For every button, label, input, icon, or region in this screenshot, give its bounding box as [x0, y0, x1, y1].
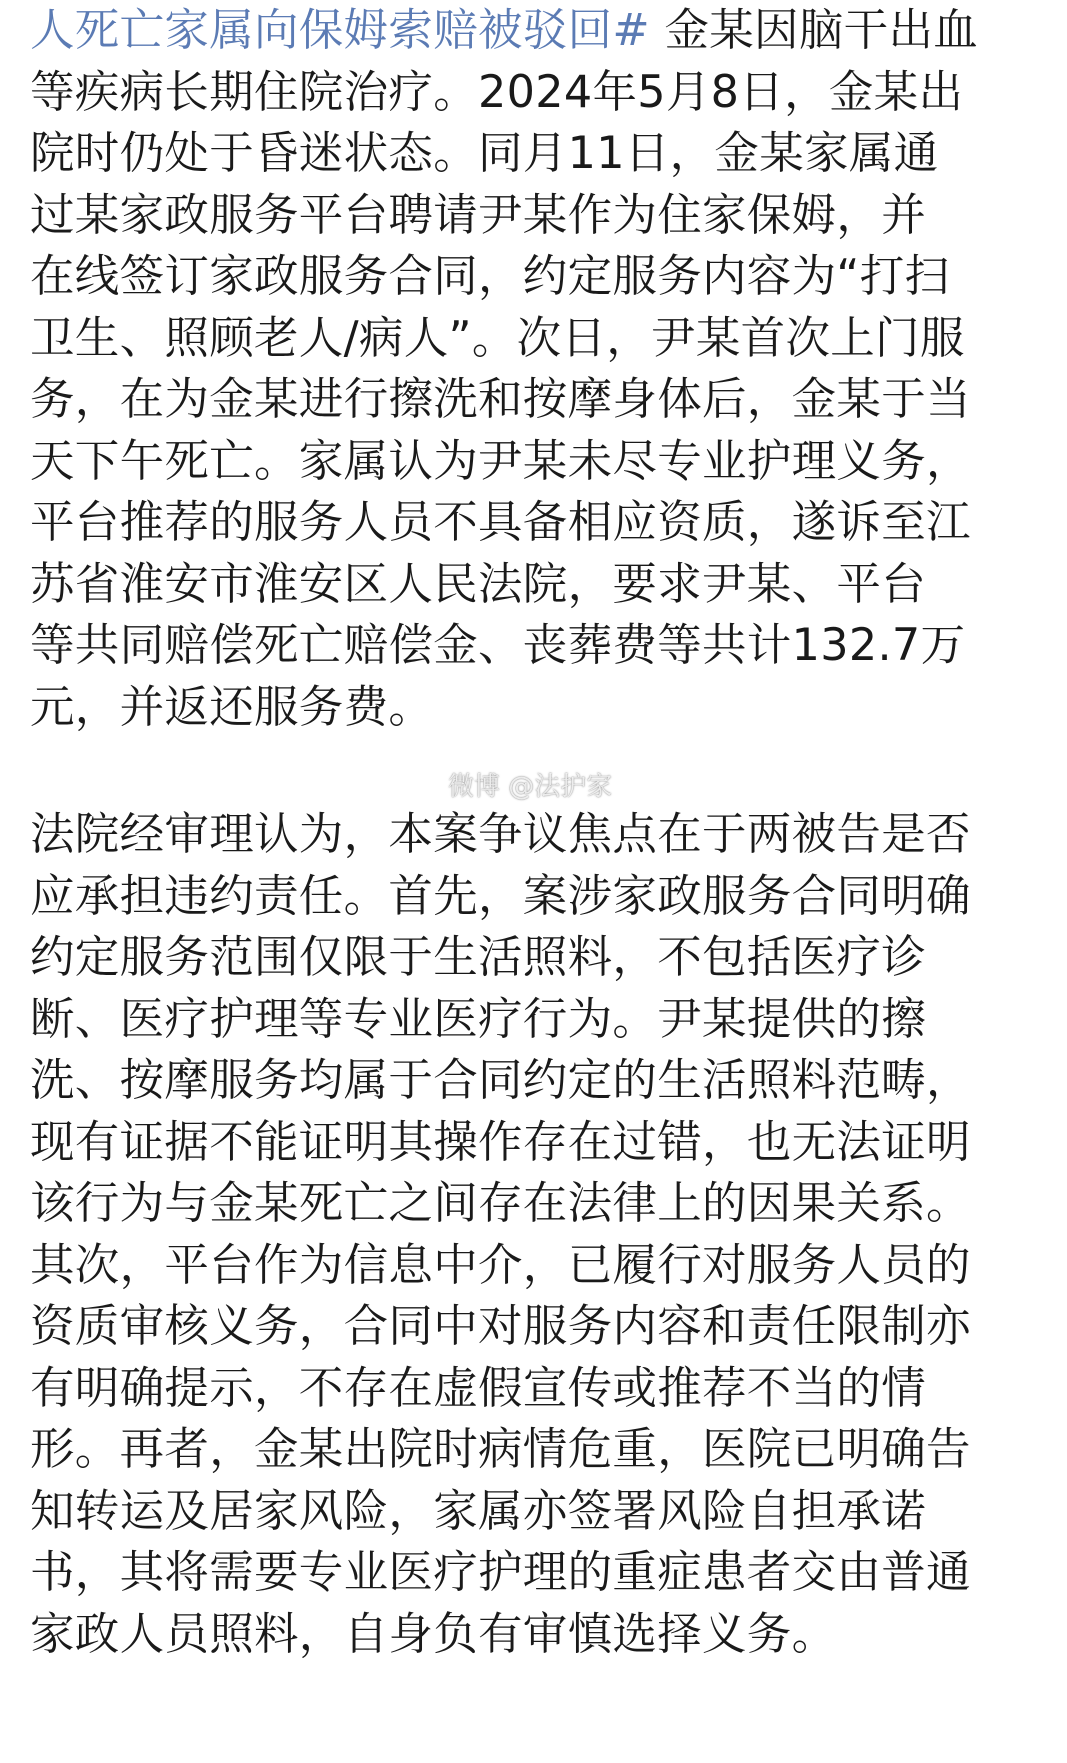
post-text-line: 法院经审理认为，本案争议焦点在于两被告是否: [30, 809, 971, 860]
post-text-line: 苏省淮安市淮安区人民法院，要求尹某、平台: [30, 558, 927, 610]
post-text-line: 其次，平台作为信息中介，已履行对服务人员的: [30, 1239, 971, 1291]
post-text-line: 院时仍处于昏迷状态。同月11日，金某家属通: [30, 128, 939, 179]
post-text-line: 约定服务范围仅限于生活照料，不包括医疗诊: [30, 932, 927, 983]
post-text-line: 形。再者，金某出院时病情危重，医院已明确告: [30, 1424, 971, 1475]
post-first-line: [30, 0, 1040, 62]
post-text-line: 务，在为金某进行擦洗和按摩身体后，金某于当: [30, 374, 971, 425]
post-text-line: 断、医疗护理等专业医疗行为。尹某提供的擦: [30, 993, 927, 1045]
paragraph-1: [30, 62, 1040, 739]
post-text-line: 洗、按摩服务均属于合同约定的生活照料范畴，: [30, 1055, 971, 1106]
post-text-line: 天下午死亡。家属认为尹某未尽专业护理义务，: [30, 435, 971, 487]
watermark: 微博 @法护家: [448, 772, 613, 802]
post-text-line: 等共同赔偿死亡赔偿金、丧葬费等共计132.7万: [30, 620, 966, 671]
post-text-line: 平台推荐的服务人员不具备相应资质，遂诉至江: [30, 497, 971, 548]
post-text-line: 等疾病长期住院治疗。2024年5月8日，金某出: [30, 66, 964, 118]
post-text-line: 现有证据不能证明其操作存在过错，也无法证明: [30, 1116, 971, 1168]
post-text-line: 应承担违约责任。首先，案涉家政服务合同明确: [30, 870, 971, 922]
paragraph-gap: [30, 738, 1040, 804]
post-text-line: 元，并返还服务费。: [30, 681, 434, 733]
post-text-line: 知转运及居家风险，家属亦签署风险自担承诺: [30, 1485, 927, 1537]
paragraph-2: [30, 804, 1040, 1665]
hashtag-topic-link[interactable]: 人死亡家属向保姆索赔被驳回#: [30, 5, 650, 56]
post-text-line: 书，其将需要专业医疗护理的重症患者交由普通: [30, 1547, 971, 1598]
post-text-line: 在线签订家政服务合同，约定服务内容为“打扫: [30, 251, 950, 302]
post-text-line: 有明确提示，不存在虚假宣传或推荐不当的情: [30, 1362, 927, 1414]
post-text-line: 该行为与金某死亡之间存在法律上的因果关系。: [30, 1178, 971, 1229]
post-text-line: 卫生、照顾老人/病人”。次日，尹某首次上门服: [30, 312, 965, 364]
post-text-line: 过某家政服务平台聘请尹某作为住家保姆，并: [30, 189, 927, 241]
post-text-segment: 金某因脑干出血: [650, 5, 979, 56]
post-body: [30, 0, 1040, 1665]
post-text-line: 资质审核义务，合同中对服务内容和责任限制亦: [30, 1301, 971, 1352]
post-text-line: 家政人员照料，自身负有审慎选择义务。: [30, 1608, 837, 1660]
